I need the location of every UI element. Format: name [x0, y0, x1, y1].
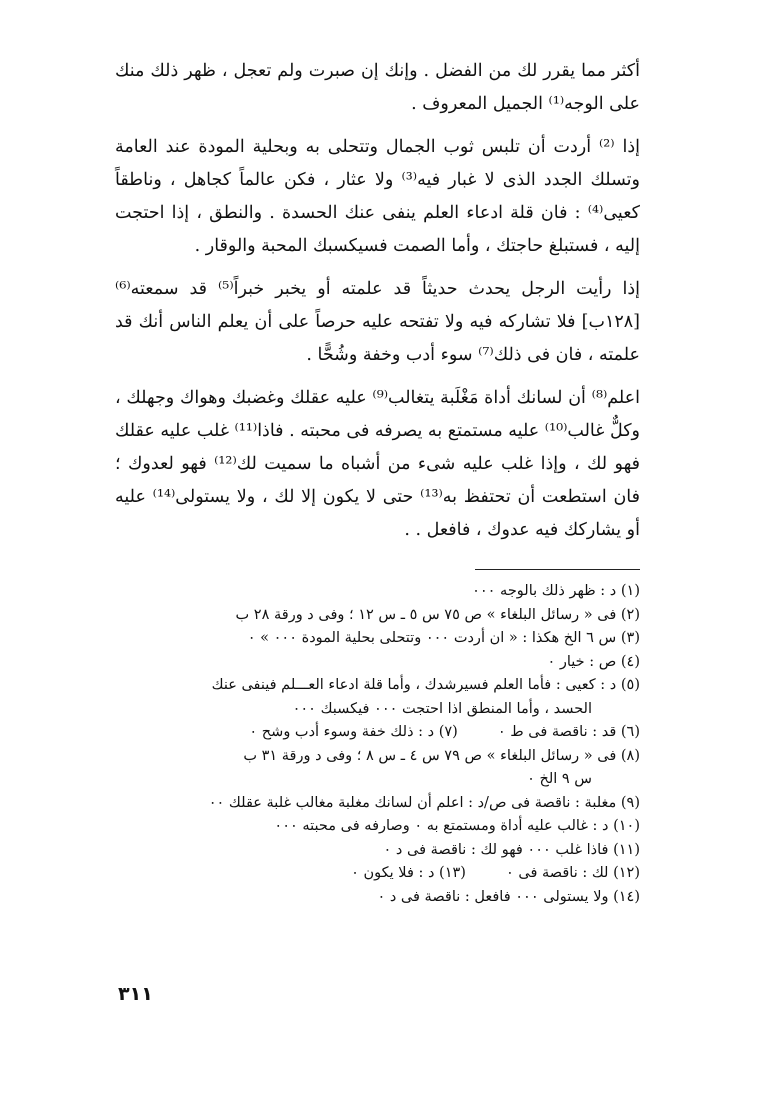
footnote-7: (٧) د : ذلك خفة وسوء أدب وشح ٠: [249, 724, 458, 740]
paragraph-1: أكثر مما يقرر لك من الفضل . وإنك إن صبرت ولم تعجل ، ظهر ذلك منك على الوجه⁽¹⁾ الجميل المعروف .: [115, 61, 640, 114]
footnote-4: (٤) ص : خيار ٠: [547, 653, 640, 670]
footnote-row-12-13: [115, 862, 640, 886]
footnote-6: (٦) قد : ناقصة فى ط ٠: [497, 724, 640, 740]
footnote-8: (٨) فى « رسائل البلغاء » ص ٧٩ س ٤ ـ س ٨ ؛ وفى د ورقة ٣١ ب: [243, 747, 640, 764]
page-number: ٣١١: [118, 983, 153, 1005]
footnote-5: (٥) د : كعيى : فأما العلم فسيرشدك ، وأما قلة ادعاء العـــلم فينفى عنك: [211, 677, 640, 693]
footnote-10: (١٠) د : غالب عليه أداة ومستمتع به ٠ وصارفه فى محبته ٠٠٠: [274, 818, 640, 834]
footnote-9: (٩) مغلبة : ناقصة فى ص/د : اعلم أن لسانك مغلبة مغالب غلبة عقلك ٠٠: [208, 794, 640, 811]
footnote-5-continued: الحسد ، وأما المنطق اذا احتجت ٠٠٠ فيكسبك ٠٠٠: [292, 700, 592, 717]
paragraph-3: إذا رأيت الرجل يحدث حديثاً قد علمته أو يخبر خبراً⁽⁵⁾ قد سمعته⁽⁶⁾ [١٢٨ب] فلا تشاركه فيه ولا تفتحه عليه حرصاً على أن يعلم الناس أنك قد علمته ، فان فى ذلك⁽⁷⁾ سوء أدب وخفة وشُحًّا .: [115, 279, 640, 365]
footnote-1: (١) د : ظهر ذلك بالوجه ٠٠٠: [472, 583, 640, 599]
main-text: [115, 55, 640, 547]
page-content: [115, 55, 640, 909]
paragraph-2: إذا ⁽²⁾ أردت أن تلبس ثوب الجمال وتتحلى به وبحلية المودة عند العامة وتسلك الجدد الذى لا غبار فيه⁽³⁾ ولا عثار ، فكن عالماً كجاهل ، وناطقاً كعيى⁽⁴⁾ : فان قلة ادعاء العلم ينفى عنك الحسدة . والنطق ، إذا احتجت إليه ، فستبلغ حاجتك ، وأما الصمت فسيكسبك المحبة والوقار .: [115, 137, 640, 256]
footnote-13: (١٣) د : فلا يكون ٠: [351, 865, 466, 881]
footnote-11: (١١) فاذا غلب ٠٠٠ فهو لك : ناقصة فى د ٠: [383, 841, 640, 858]
paragraph-4: اعلم⁽⁸⁾ أن لسانك أداة مَغْلَبة يتغالب⁽⁹⁾ عليه عقلك وغضبك وهواك وجهلك ، وكلٌّ غالب⁽¹⁰⁾ عليه مستمتع به يصرفه فى محبته . فاذا⁽¹¹⁾ غلب عليه عقلك فهو لك ، وإذا غلب عليه شىء من أشباه ما سميت لك⁽¹²⁾ فهو لعدوك ؛ فان استطعت أن تحتفظ به⁽¹³⁾ حتى لا يكون إلا لك ، ولا يستولى⁽¹⁴⁾ عليه أو يشاركك فيه عدوك ، فافعل . .: [115, 388, 641, 540]
footnote-14: (١٤) ولا يستولى ٠٠٠ فافعل : ناقصة فى د ٠: [377, 888, 640, 905]
footnote-2: (٢) فى « رسائل البلغاء » ص ٧٥ س ٥ ـ س ١٢ ؛ وفى د ورقة ٢٨ ب: [235, 606, 640, 623]
footnote-row-6-7: [115, 721, 640, 745]
footnote-8-continued: س ٩ الخ ٠: [527, 771, 592, 787]
footnote-12: (١٢) لك : ناقصة فى ٠: [505, 865, 640, 881]
footnotes: [115, 580, 640, 909]
footnote-divider: [475, 569, 640, 570]
footnote-3: (٣) س ٦ الخ هكذا : « ان أردت ٠٠٠ وتتحلى بحلية المودة ٠٠٠ » ٠: [247, 630, 640, 646]
